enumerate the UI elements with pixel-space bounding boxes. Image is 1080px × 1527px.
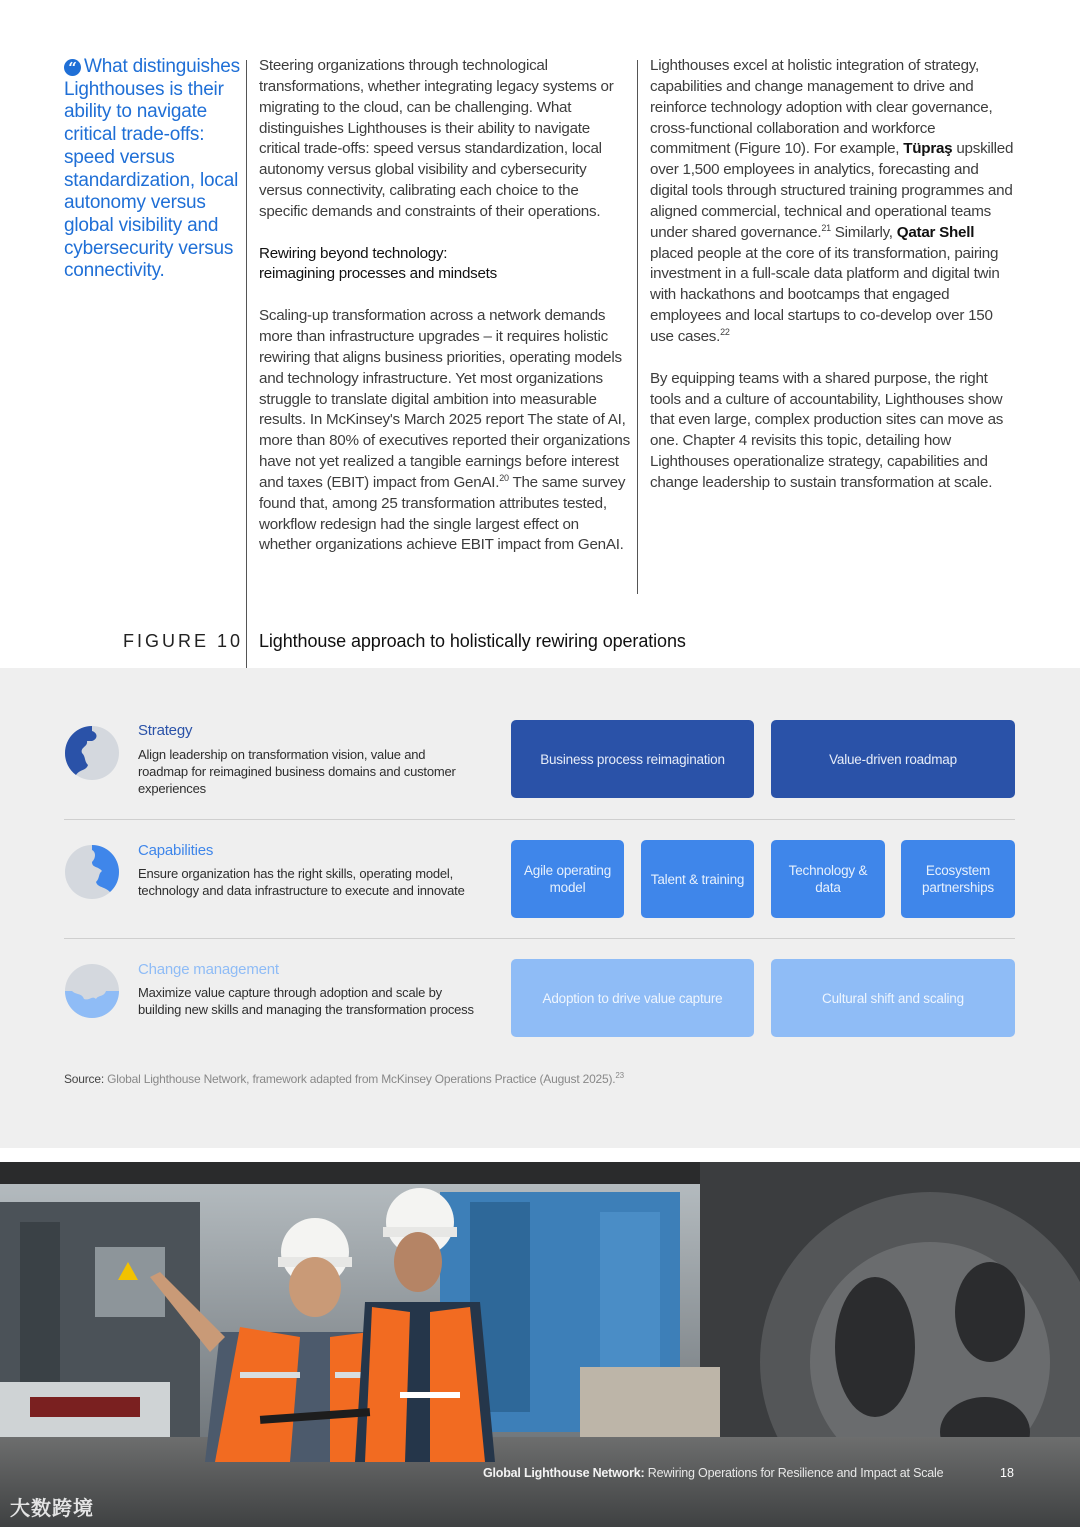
box-adoption-value-capture: Adoption to drive value capture [511,959,754,1037]
page-number: 18 [1000,1466,1014,1480]
pull-quote-text: What distinguishes Lighthouses is their ability to navigate critical trade-offs: speed versus standardization, local autonomy versus global visibility and cybersecurity versus connectivity. [64,56,240,282]
section-subheading: Rewiring beyond technology: reimagining processes and mindsets [259,244,498,283]
body-paragraph: By equipping teams with a shared purpose, the right tools and a culture of accountability, Lighthouses show that even large, complex production sites can move as one. Chapter 4 revisits this topic, detailing how Lighthouses operationalize strategy, capabilities and change leadership to sustain transformation at scale. [650,369,1004,491]
capabilities-puzzle-icon [64,844,120,900]
watermark-logo: 大数跨境 [10,1498,94,1520]
pull-quote [64,56,240,283]
company-name: Qatar Shell [896,223,975,241]
box-agile-operating-model: Agile operating model [511,840,624,918]
row-description-capabilities: Ensure organization has the right skills, operating model, technology and data infrastructure to execute and innovate [138,866,465,898]
body-paragraph: Scaling-up transformation across a network demands more than infrastructure upgrades – it requires holistic rewiring that aligns business priorities, operating models and technology infrastructure. Yet most organizations struggle to translate digital ambition into measurable results. In McKinsey's March 2025 report The state of AI, more than 80% of executives reported their organizations have not yet realized a tangible earnings before interest and taxes (EBIT) impact from GenAI.$^{20}$ The same survey found that, among 25 transformation attributes tested, workflow redesign had the single largest effect on whether organizations achieve EBIT impact from GenAI. [259,307,630,554]
footnote-ref[interactable]: 21 [821,222,831,233]
row-divider [64,819,1015,820]
body-paragraph: Steering organizations through technological transformations, whether integrating legacy systems or migrating to the cloud, can be challenging. What distinguishes Lighthouses is their ability to navigate critical trade-offs: speed versus standardization, local autonomy versus global visibility and cybersecurity versus connectivity, calibrating each choice to the specific demands and constraints of their operations. [259,57,614,220]
company-name: Tüpraş [903,140,953,158]
row-heading-capabilities: Capabilities [138,842,214,859]
figure-source: Source: Global Lighthouse Network, framework adapted from McKinsey Operations Practice (August 2025).$^{23}$ [64,1071,624,1086]
box-value-driven-roadmap: Value-driven roadmap [771,720,1015,798]
change-management-puzzle-icon [64,963,120,1019]
row-heading-change-management: Change management [138,961,279,978]
row-heading-strategy: Strategy [138,722,193,739]
box-cultural-shift-scaling: Cultural shift and scaling [771,959,1015,1037]
quote-icon: “ [64,59,81,76]
footnote-ref[interactable]: 20 [499,472,509,483]
box-ecosystem-partnerships: Ecosystem partnerships [901,840,1015,918]
footer-publication: Global Lighthouse Network: Rewiring Operations for Resilience and Impact at Scale [483,1466,944,1480]
body-column-middle [259,56,631,556]
body-column-right [650,56,1018,494]
footnote-ref[interactable]: 22 [720,326,730,337]
column-divider-right [637,60,638,594]
figure-label: FIGURE 10 [123,631,244,651]
figure-title: Lighthouse approach to holistically rewiring operations [259,631,686,651]
footnote-ref[interactable]: 23 [615,1071,624,1080]
box-business-process-reimagination: Business process reimagination [511,720,754,798]
box-talent-training: Talent & training [641,840,754,918]
column-divider-left [246,60,247,668]
strategy-puzzle-icon [64,725,120,781]
row-description-strategy: Align leadership on transformation vision, value and roadmap for reimagined business domains and customer experiences [138,747,456,796]
body-paragraph: Lighthouses excel at holistic integration of strategy, capabilities and change management to drive and reinforce technology adoption with clear governance, cross-functional collaboration and workforce commitment (Figure 10). For example, Tüpraş upskilled over 1,500 employees in analytics, forecasting and digital tools through structured training programmes and aligned commercial, technical and operational teams under shared governance.$^{21}$ Similarly, Qatar Shell placed people at the core of its transformation, pairing investment in a full-scale data platform and digital twin with hackathons and bootcamps that engaged employees and local startups to co-develop over 150 use cases.$^{22}$ [650,57,1014,345]
box-technology-data: Technology & data [771,840,885,918]
row-description-change-management: Maximize value capture through adoption and scale by building new skills and managing the transformation process [138,985,474,1017]
row-divider [64,938,1015,939]
